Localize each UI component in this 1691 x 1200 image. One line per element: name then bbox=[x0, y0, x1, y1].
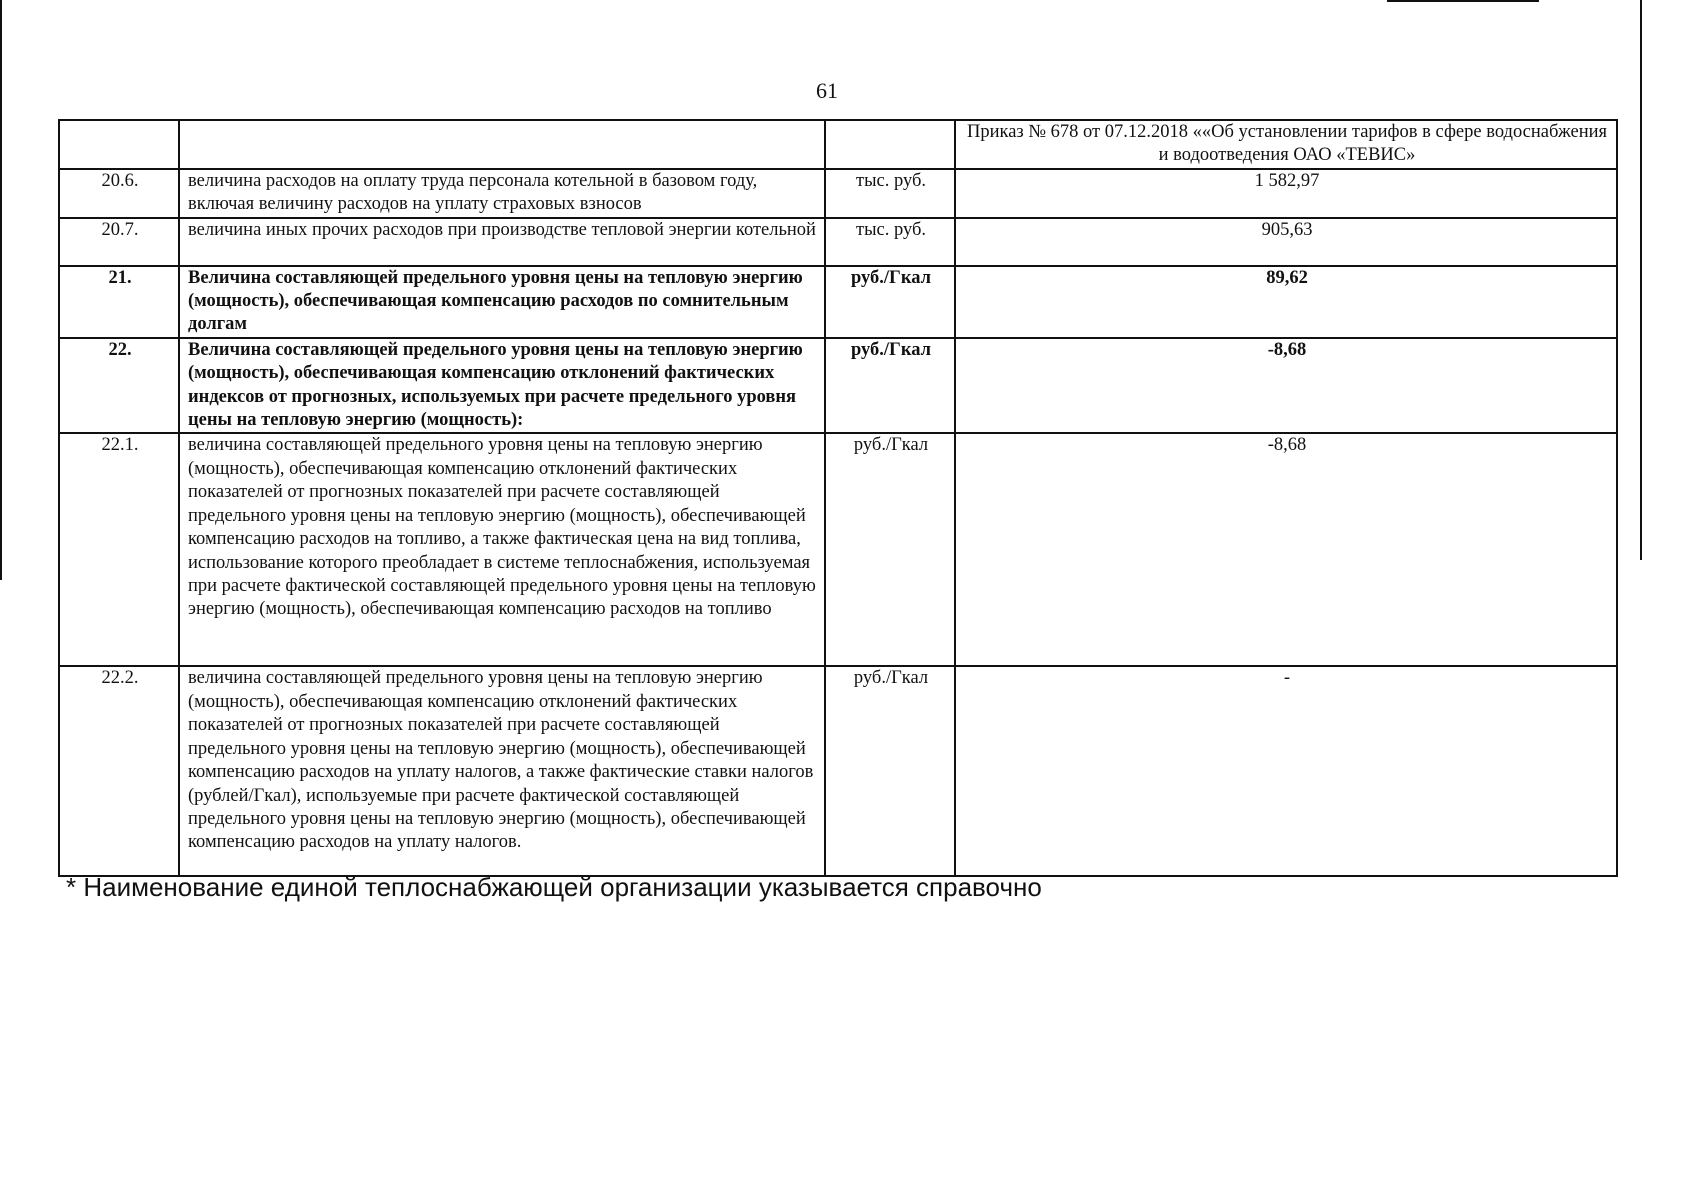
header-desc-cell bbox=[179, 120, 825, 169]
row-number: 20.6. bbox=[59, 169, 179, 218]
row-number: 22.2. bbox=[59, 666, 179, 876]
page-number: 61 bbox=[816, 78, 838, 103]
row-description: величина составляющей предельного уровня цены на тепловую энергию (мощность), обеспечивающая компенсацию отклонений фактических показателей от прогнозных показателей при расчете составляющей предельного уровня цены на тепловую энергию (мощность), обеспечивающей компенсацию расходов на топливо, а также фактическая цена на вид топлива, использование которого преобладает в системе теплоснабжения, используемая при расчете фактической составляющей предельного уровня цены на тепловую энергию (мощность), обеспечивающая компенсацию расходов на топливо bbox=[179, 433, 825, 666]
row-value: 89,62 bbox=[955, 266, 1617, 338]
table-row bbox=[59, 169, 1617, 218]
row-number: 22. bbox=[59, 338, 179, 434]
row-unit: руб./Гкал bbox=[825, 666, 955, 876]
row-description: Величина составляющей предельного уровня цены на тепловую энергию (мощность), обеспечивающая компенсацию расходов по сомнительным долгам bbox=[179, 266, 825, 338]
row-number: 21. bbox=[59, 266, 179, 338]
header-num-cell bbox=[59, 120, 179, 169]
row-unit: руб./Гкал bbox=[825, 338, 955, 434]
row-description: величина расходов на оплату труда персонала котельной в базовом году, включая величину расходов на уплату страховых взносов bbox=[179, 169, 825, 218]
row-value: -8,68 bbox=[955, 433, 1617, 666]
table-row bbox=[59, 338, 1617, 434]
table-row bbox=[59, 666, 1617, 876]
tariff-table bbox=[58, 119, 1618, 877]
row-value: 1 582,97 bbox=[955, 169, 1617, 218]
row-value: -8,68 bbox=[955, 338, 1617, 434]
row-description: Величина составляющей предельного уровня цены на тепловую энергию (мощность), обеспечивающая компенсацию отклонений фактических индексов от прогнозных, используемых при расчете предельного уровня цены на тепловую энергию (мощность): bbox=[179, 338, 825, 434]
footnote: * Наименование единой теплоснабжающей организации указывается справочно bbox=[66, 872, 1042, 902]
table-row bbox=[59, 433, 1617, 666]
header-unit-cell bbox=[825, 120, 955, 169]
row-number: 22.1. bbox=[59, 433, 179, 666]
table-row bbox=[59, 266, 1617, 338]
header-order-cell: Приказ № 678 от 07.12.2018 ««Об установлении тарифов в сфере водоснабжения и водоотведения ОАО «ТЕВИС» bbox=[955, 120, 1617, 169]
scan-edge-line bbox=[0, 0, 2, 580]
row-value: 905,63 bbox=[955, 218, 1617, 266]
row-description: величина иных прочих расходов при производстве тепловой энергии котельной bbox=[179, 218, 825, 266]
row-unit: тыс. руб. bbox=[825, 169, 955, 218]
scan-edge-line bbox=[1387, 0, 1539, 2]
row-description: величина составляющей предельного уровня цены на тепловую энергию (мощность), обеспечивающая компенсацию отклонений фактических показателей от прогнозных показателей при расчете составляющей предельного уровня цены на тепловую энергию (мощность), обеспечивающей компенсацию расходов на уплату налогов, а также фактические ставки налогов (рублей/Гкал), используемые при расчете фактической составляющей предельного уровня цены на тепловую энергию (мощность), обеспечивающей компенсацию расходов на уплату налогов. bbox=[179, 666, 825, 876]
row-value: - bbox=[955, 666, 1617, 876]
table-header-row bbox=[59, 120, 1617, 169]
row-unit: руб./Гкал bbox=[825, 266, 955, 338]
row-unit: тыс. руб. bbox=[825, 218, 955, 266]
row-number: 20.7. bbox=[59, 218, 179, 266]
scan-edge-line bbox=[1640, 0, 1642, 560]
row-unit: руб./Гкал bbox=[825, 433, 955, 666]
table-row bbox=[59, 218, 1617, 266]
